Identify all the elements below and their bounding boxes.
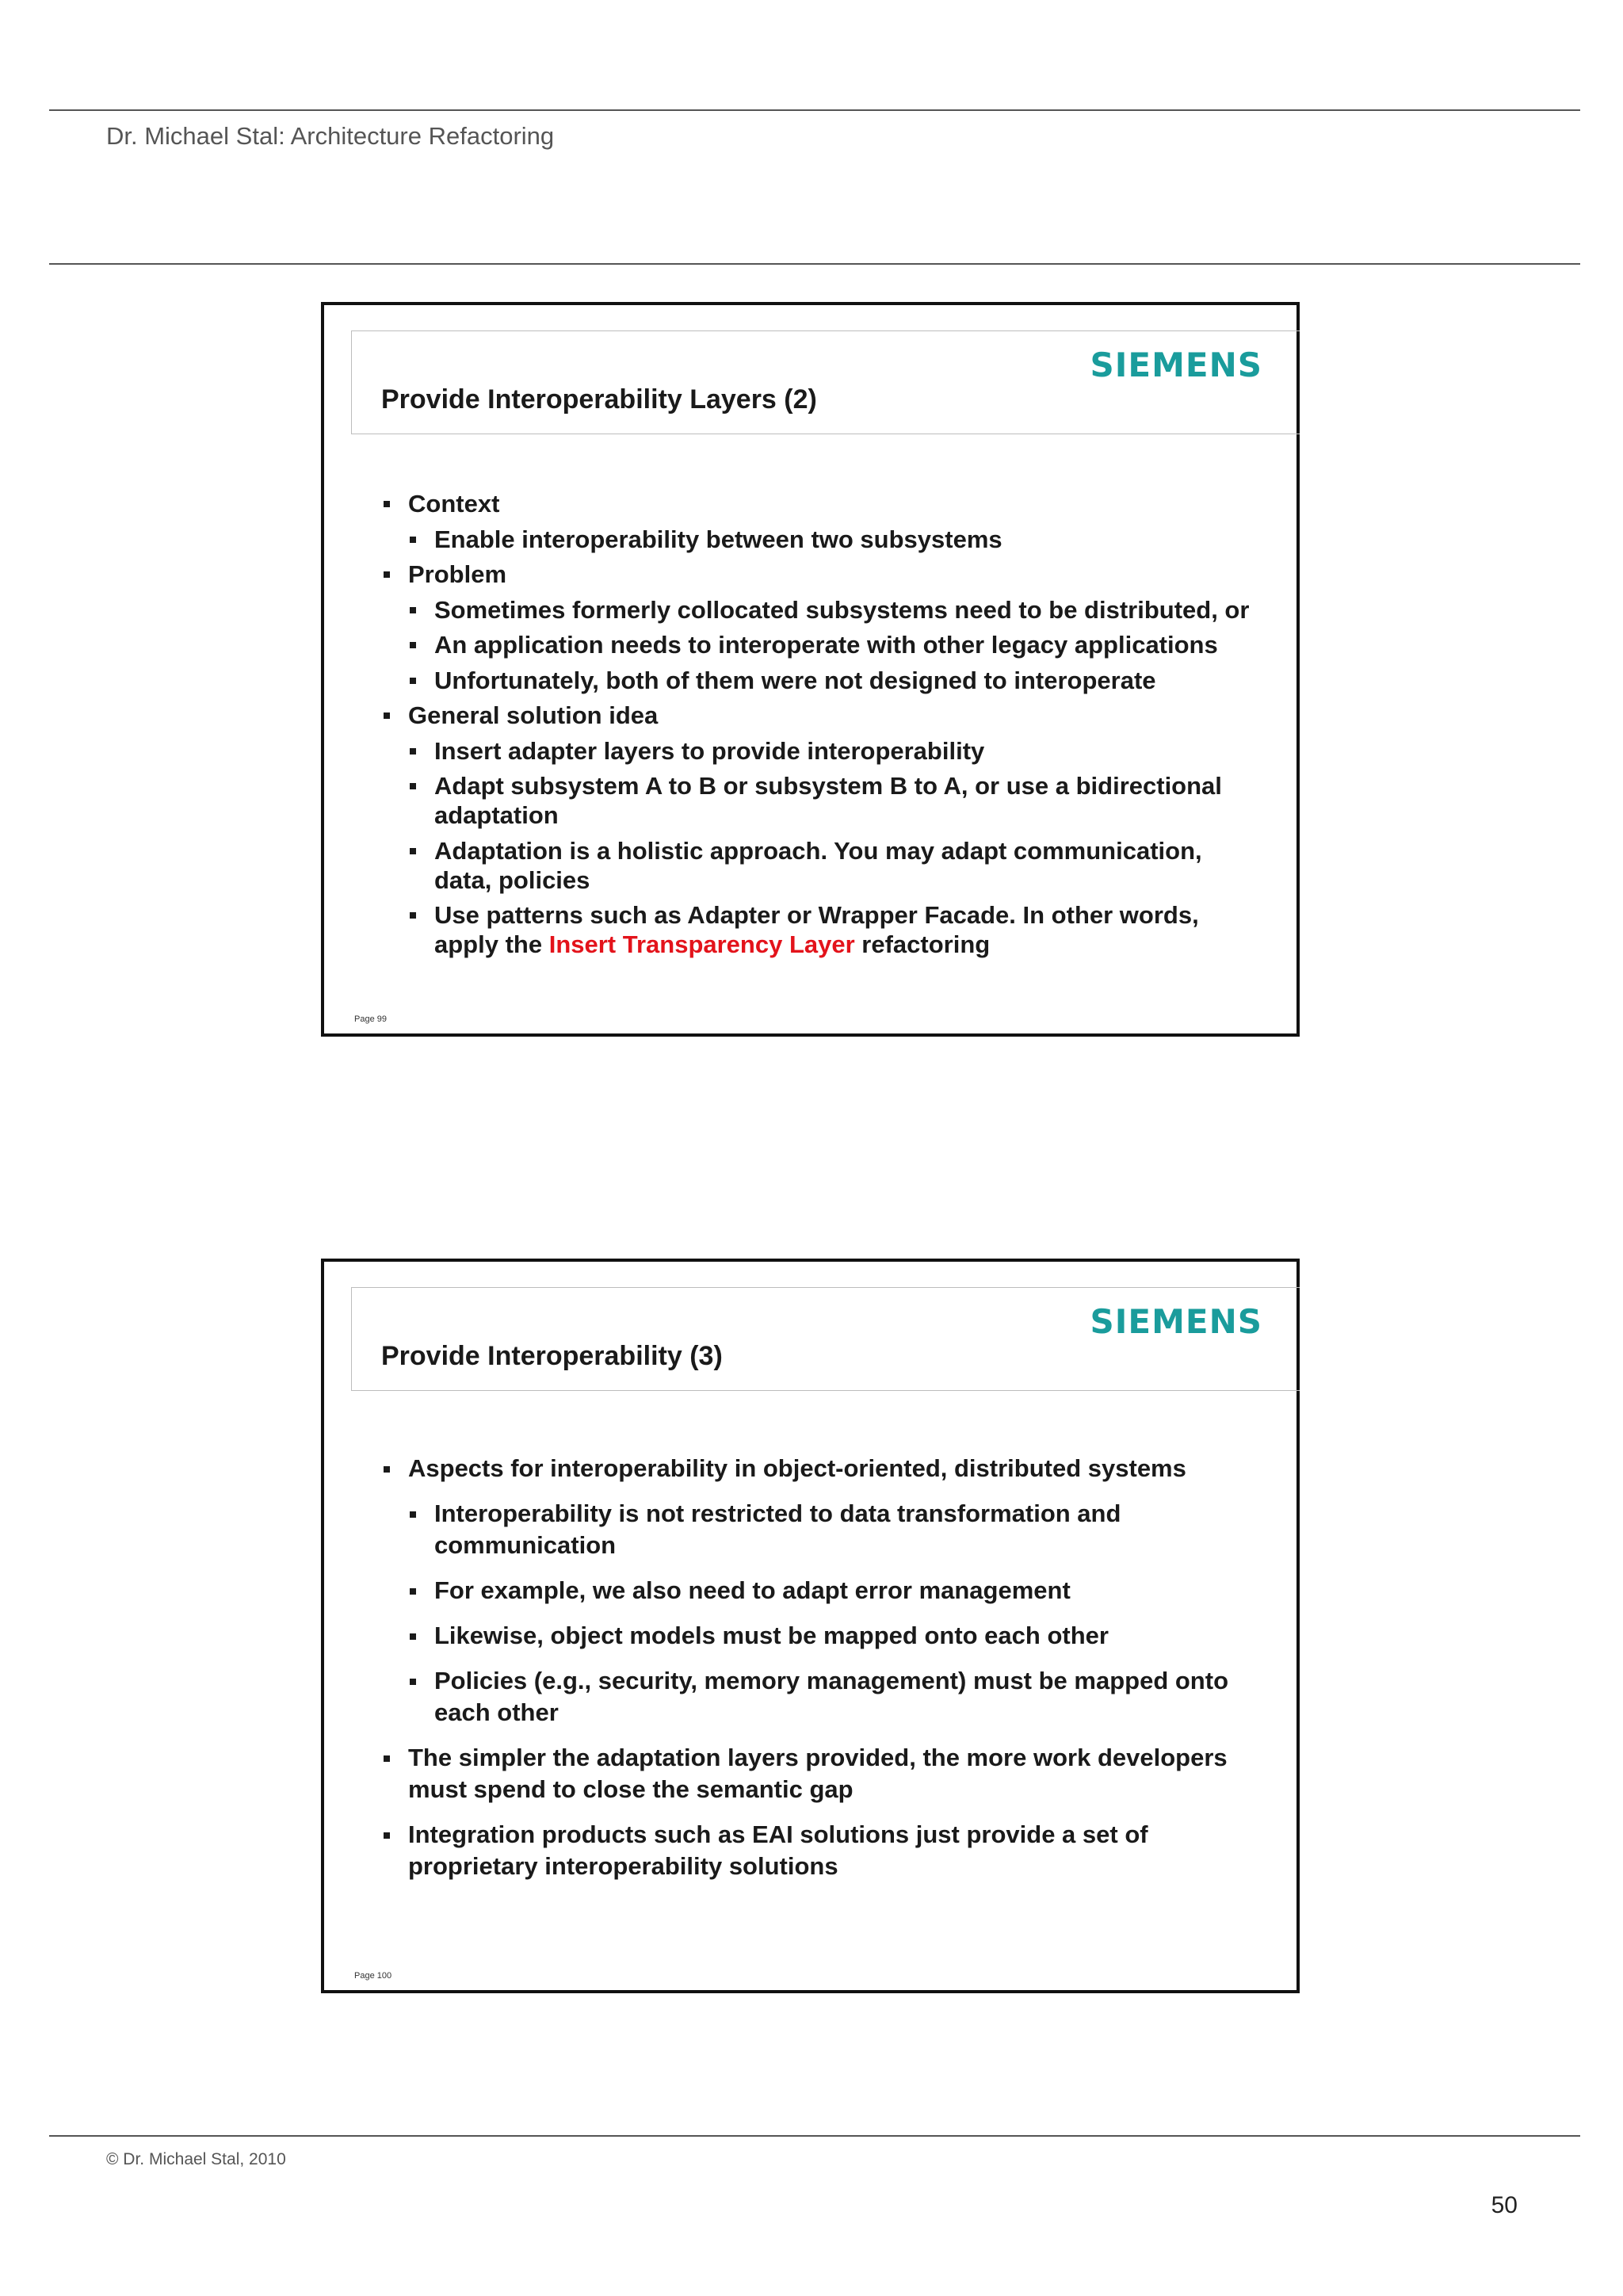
refactoring-highlight: Insert Transparency Layer bbox=[548, 930, 855, 958]
bullet-legacy-applications: An application needs to interoperate with other legacy applications bbox=[382, 630, 1262, 659]
bullet-enable-interoperability: Enable interoperability between two subsystems bbox=[382, 525, 1262, 554]
bullet-collocated-subsystems: Sometimes formerly collocated subsystems need to be distributed, or bbox=[382, 595, 1262, 625]
bullet-adapt-subsystem: Adapt subsystem A to B or subsystem B to A, or use a bidirectional adaptation bbox=[382, 771, 1262, 830]
footer-copyright: © Dr. Michael Stal, 2010 bbox=[106, 2150, 286, 2168]
slide-title-box bbox=[351, 1287, 1300, 1391]
slide-page-label: Page 100 bbox=[354, 1971, 392, 1981]
slide-page-label: Page 99 bbox=[354, 1014, 387, 1024]
bullet-policies: Policies (e.g., security, memory management) must be mapped onto each other bbox=[382, 1665, 1262, 1729]
bullet-holistic-approach: Adaptation is a holistic approach. You may adapt communication, data, policies bbox=[382, 836, 1262, 895]
footer-page-number: 50 bbox=[1491, 2192, 1518, 2218]
bullet-integration-products: Integration products such as EAI solutions just provide a set of proprietary interoperability solutions bbox=[382, 1819, 1262, 1882]
slide-title: Provide Interoperability (3) bbox=[381, 1341, 723, 1371]
page-header: Dr. Michael Stal: Architecture Refactoring bbox=[106, 122, 555, 150]
slide-title-box bbox=[351, 330, 1300, 434]
bullet-use-patterns bbox=[382, 900, 1262, 959]
slide-bullet-list bbox=[382, 1453, 1262, 1896]
siemens-logo: SIEMENS bbox=[1090, 346, 1262, 384]
slide-title: Provide Interoperability Layers (2) bbox=[381, 384, 817, 415]
bullet-object-models: Likewise, object models must be mapped onto each other bbox=[382, 1620, 1262, 1652]
header-rule-top bbox=[49, 109, 1580, 111]
footer-rule bbox=[49, 2135, 1580, 2137]
bullet-general-solution: General solution idea bbox=[382, 701, 1262, 730]
bullet-use-patterns-suffix: refactoring bbox=[854, 930, 991, 958]
slide-bullet-list bbox=[382, 489, 1262, 965]
bullet-context: Context bbox=[382, 489, 1262, 518]
slide-99 bbox=[321, 302, 1300, 1037]
header-rule-bottom bbox=[49, 263, 1580, 265]
bullet-aspects: Aspects for interoperability in object-oriented, distributed systems bbox=[382, 1453, 1262, 1484]
bullet-not-designed: Unfortunately, both of them were not designed to interoperate bbox=[382, 666, 1262, 695]
bullet-error-management: For example, we also need to adapt error management bbox=[382, 1575, 1262, 1606]
bullet-insert-adapter-layers: Insert adapter layers to provide interoperability bbox=[382, 736, 1262, 766]
bullet-problem: Problem bbox=[382, 560, 1262, 589]
bullet-use-patterns-text: Use patterns such as Adapter or Wrapper Facade. In other words, apply the bbox=[434, 901, 1199, 958]
bullet-not-restricted: Interoperability is not restricted to data transformation and communication bbox=[382, 1498, 1262, 1561]
siemens-logo: SIEMENS bbox=[1090, 1302, 1262, 1341]
slide-100 bbox=[321, 1259, 1300, 1993]
bullet-simpler-layers: The simpler the adaptation layers provided, the more work developers must spend to close the semantic gap bbox=[382, 1742, 1262, 1805]
